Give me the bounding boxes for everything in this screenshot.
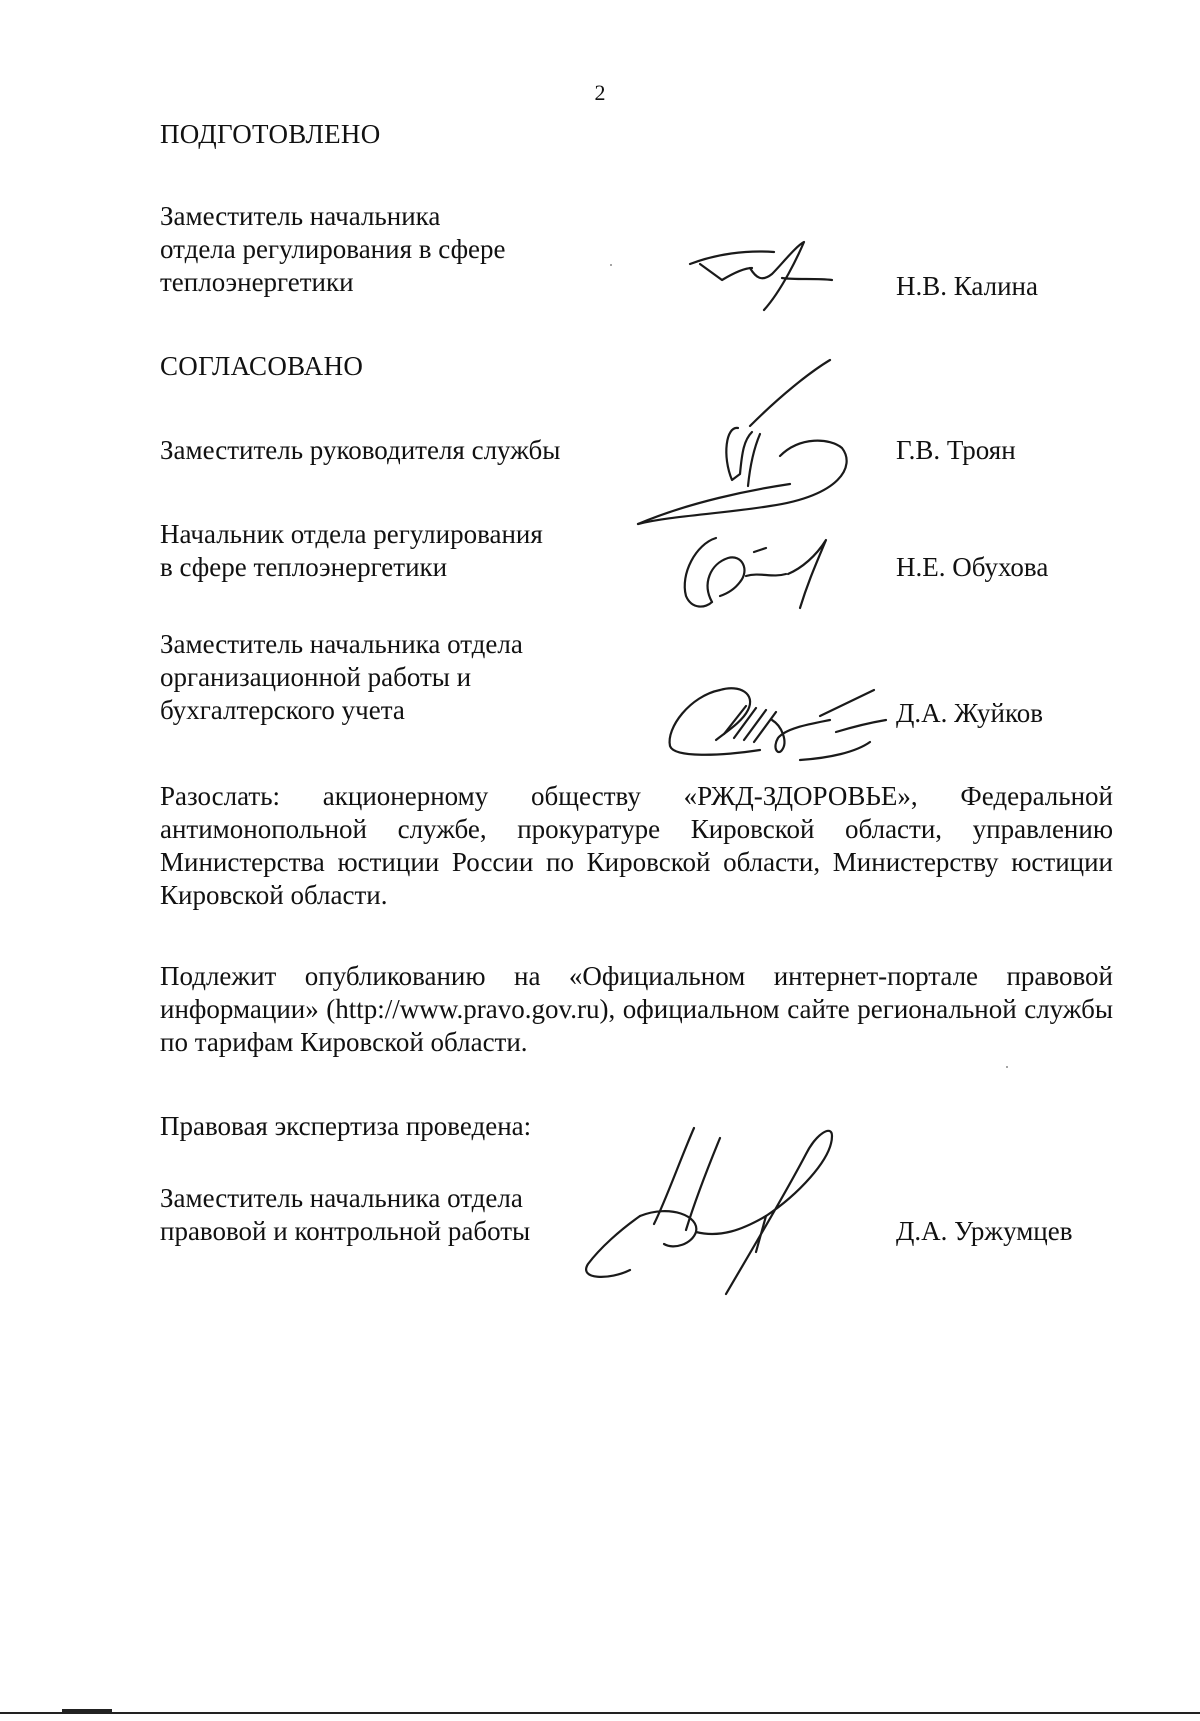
agreed-signatory-3-title — [160, 628, 523, 727]
page-bottom-rule — [0, 1712, 1200, 1714]
legal-review-heading: Правовая экспертиза проведена: — [160, 1111, 532, 1141]
title-line: бухгалтерского учета — [160, 695, 405, 725]
publication-paragraph: Подлежит опубликованию на «Официальном интернет-портале правовой информации» (http://www.pravo.gov.ru), официальном сайте региональной службы по тарифам Кировской области. — [160, 961, 1113, 1057]
title-line: в сфере теплоэнергетики — [160, 552, 448, 582]
agreed-heading: СОГЛАСОВАНО — [160, 351, 364, 381]
title-line: Заместитель начальника отдела — [160, 1183, 523, 1213]
signature-urzhumtsev — [570, 1120, 850, 1300]
title-line: Начальник отдела регулирования — [160, 519, 543, 549]
agreed-signatory-3-name: Д.А. Жуйков — [896, 698, 1043, 728]
prepared-signatory-title — [160, 200, 506, 299]
agreed-signatory-1-name: Г.В. Троян — [896, 435, 1016, 465]
prepared-heading: ПОДГОТОВЛЕНО — [160, 119, 381, 149]
title-line: организационной работы и — [160, 662, 472, 692]
prepared-signatory-name: Н.В. Калина — [896, 271, 1038, 301]
title-line: отдела регулирования в сфере — [160, 234, 506, 264]
title-line: правовой и контрольной работы — [160, 1216, 531, 1246]
page-bottom-mark — [62, 1709, 112, 1713]
title-line: Заместитель руководителя службы — [160, 435, 561, 465]
scan-speck — [610, 264, 612, 266]
signature-kalina — [686, 238, 836, 318]
title-line: Заместитель начальника отдела — [160, 629, 523, 659]
distribution-paragraph: Разослать: акционерному обществу «РЖД-ЗДОРОВЬЕ», Федеральной антимонопольной службе, прокуратуре Кировской области, управлению Министерства юстиции России по Кировской области, Министерству юстиции Кировской области. — [160, 781, 1113, 910]
signature-troyan — [630, 356, 910, 526]
title-line: теплоэнергетики — [160, 267, 354, 297]
legal-review-signatory-name: Д.А. Уржумцев — [896, 1216, 1073, 1246]
signature-obukhova — [676, 524, 856, 614]
agreed-signatory-2-name: Н.Е. Обухова — [896, 552, 1049, 582]
page-number: 2 — [594, 80, 606, 105]
title-line: Заместитель начальника — [160, 201, 441, 231]
signature-zhuykov — [660, 676, 900, 766]
agreed-signatory-1-title — [160, 434, 560, 467]
legal-review-signatory-title — [160, 1182, 530, 1248]
scan-speck — [1006, 1066, 1008, 1068]
agreed-signatory-2-title — [160, 518, 543, 584]
